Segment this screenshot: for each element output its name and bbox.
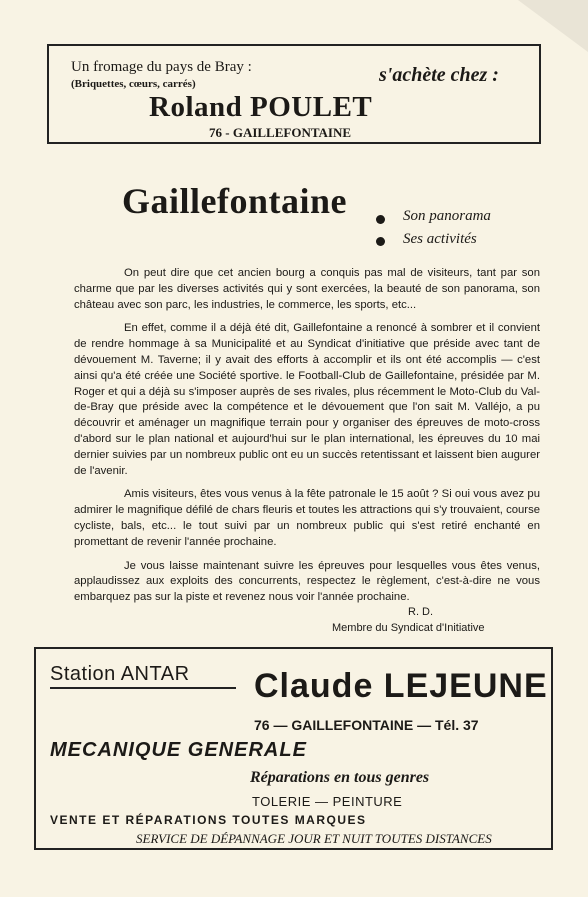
article-tag: Son panorama	[403, 208, 491, 224]
ad-service: SERVICE DE DÉPANNAGE JOUR ET NUIT TOUTES DISTANCES	[136, 831, 492, 846]
ad-merchant-name: Roland POULET	[149, 91, 373, 123]
advertisement-lejeune	[34, 647, 553, 850]
ad-station-name: Station ANTAR	[50, 663, 190, 685]
article-body	[74, 266, 540, 614]
article-paragraph: On peut dire que cet ancien bourg a conquis pas mal de visiteurs, tant par son charme que par les diverses activités qui y sont exercées, la beauté de son panorama, son château avec son parc, les industries, le commerce, les sports, etc...	[74, 267, 540, 311]
ad-mecanique: MECANIQUE GENERALE	[50, 739, 307, 761]
ad-vente: VENTE ET RÉPARATIONS TOUTES MARQUES	[50, 813, 367, 827]
article-signature-role: Membre du Syndicat d'Initiative	[332, 622, 485, 634]
bullet-icon	[376, 237, 385, 246]
ad-tolerie: TOLERIE — PEINTURE	[252, 794, 403, 809]
advertisement-poulet	[47, 44, 541, 144]
ad-cheese-varieties: (Briquettes, cœurs, carrés)	[71, 78, 196, 90]
article-paragraph: Amis visiteurs, êtes vous venus à la fête patronale le 15 août ? Si oui vous avez pu admirer le magnifique défilé de chars fleuris et toutes les attractions qui s'y trouvaient, course cycliste, bals, etc... le tout suivi par un nombreux public qui s'est retiré enchanté en promettant de revenir l'année prochaine.	[74, 488, 540, 548]
ad-merchant-address: 76 - GAILLEFONTAINE	[209, 125, 352, 140]
ad-garage-name: Claude LEJEUNE	[254, 667, 548, 705]
article-signature: R. D.	[408, 606, 434, 618]
article-paragraph: En effet, comme il a déjà été dit, Gaillefontaine a renoncé à sombrer et il convient de rendre hommage à sa Municipalité et au Syndicat d'initiative que préside avec tant de dévouement M. Taverne; il y avait des efforts à accomplir et ils ont été accomplis — c'est ainsi qu'a été créée une Société sportive. le Football-Club de Gaillefontaine, présidée par M. Roger et qui a déjà su s'imposer auprès de ses rivales, plus récemment le Moto-Club du Val-de-Bray que préside avec la compétence et le dévouement que l'on sait M. Valléjo, a pu découvrir et aménager un magnifique terrain pour y organiser des épreuves de moto-cross d'abord sur le plan national et aujourd'hui sur le plan international, les épreuves du 10 mai dernier suivies par un nombreux public ont eu un succès retentissant et laissent bien augurer de l'avenir.	[74, 322, 540, 477]
ad-reparations: Réparations en tous genres	[250, 769, 430, 786]
article-tag: Ses activités	[403, 231, 477, 247]
article-title: Gaillefontaine	[122, 181, 347, 221]
ad-garage-address: 76 — GAILLEFONTAINE — Tél. 37	[254, 717, 479, 733]
ad-handwritten-text: s'achète chez :	[379, 64, 499, 86]
station-underline	[50, 687, 236, 689]
article-paragraph: Je vous laisse maintenant suivre les épreuves pour lesquelles vous êtes venus, applaudissez aux exploits des concurrents, respectez le règlement, c'est-à-dire ne vous embarquez pas sur la piste et revenez nous voir l'année prochaine.	[74, 559, 540, 604]
ad-cheese-line: Un fromage du pays de Bray :	[71, 59, 252, 75]
bullet-icon	[376, 215, 385, 224]
